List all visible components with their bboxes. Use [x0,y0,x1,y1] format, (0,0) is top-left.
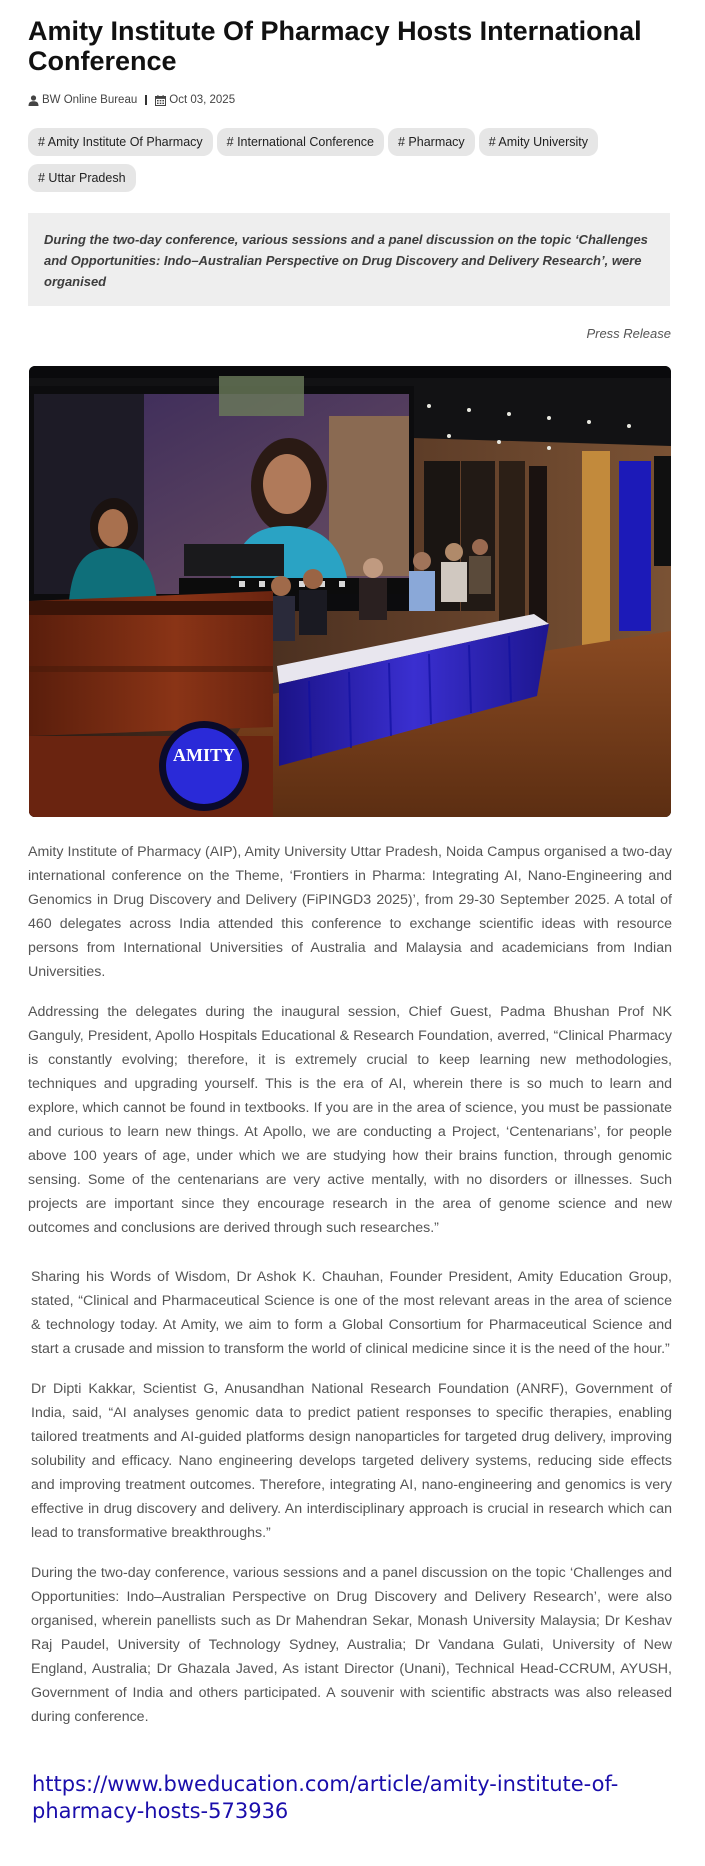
author-name[interactable]: BW Online Bureau [42,94,138,106]
tag-list [28,128,628,192]
article-paragraph: Dr Dipti Kakkar, Scientist G, Anusandhan National Research Foundation (ANRF), Government of India, said, “AI analyses genomic data to predict patient responses to specific therapies, enabling tailored treatments and AI-guided platforms design nanoparticles for targeted drug delivery, improving solubility and efficacy. Nano engineering develops targeted delivery systems, reducing side effects and improving treatment outcomes. Therefore, integrating AI, nano-engineering and genomics is very effective in drug discovery and delivery. An interdisciplinary approach is crucial in research which can lead to transformative breakthroughs.” [31,1381,672,1541]
article-summary: During the two-day conference, various sessions and a panel discussion on the topic ‘Challenges and Opportunities: Indo–Australian Perspective on Drug Discovery and Delivery Research’, were organised [28,213,670,306]
user-icon [28,95,39,106]
source-url-link[interactable]: https://www.bweducation.com/article/amity-institute-of-pharmacy-hosts-573936 [32,1772,619,1823]
article-body [28,840,672,1745]
tag-uttar-pradesh[interactable]: # Uttar Pradesh [28,164,136,192]
tag-pharmacy[interactable]: # Pharmacy [388,128,475,156]
conference-photo [29,366,671,817]
press-release-label: Press Release [586,326,671,341]
article-title: Amity Institute Of Pharmacy Hosts International Conference [28,16,642,76]
article-paragraph: Addressing the delegates during the inaugural session, Chief Guest, Padma Bhushan Prof NK Ganguly, President, Apollo Hospitals Educational & Research Foundation, averred, “Clinical Pharmacy is constantly evolving; therefore, it is extremely crucial to keep learning new methodologies, techniques and upgrading yourself. This is the era of AI, wherein there is so much to learn and explore, which cannot be found in textbooks. If you are in the area of science, you must be passionate and curious to learn new things. At Apollo, we are conducting a Project, ‘Centenarians’, for people above 100 years of age, under which we are studying how their brains function, through genomic sensing. Some of the centenarians are very active mentally, with no disorders or illnesses. Such projects are important since they encourage research in the area of genome science and new outcomes and conclusions are derived through such researches.” [28,1004,672,1236]
tag-international-conference[interactable]: # International Conference [217,128,384,156]
article-paragraph: During the two-day conference, various sessions and a panel discussion on the topic ‘Challenges and Opportunities: Indo–Australian Perspective on Drug Discovery and Delivery Research’, were also organised, wherein panellists such as Dr Mahendran Sekar, Monash University Malaysia; Dr Keshav Raj Paudel, University of Technology Sydney, Australia; Dr Vandana Gulati, University of New England, Australia; Dr Ghazala Javed, As istant Director (Unani), Technical Head-CCRUM, AYUSH, Government of India and others participated. A souvenir with scientific abstracts was also released during conference. [31,1565,672,1725]
podium-logo-text: AMITY [173,745,235,765]
meta-divider [145,95,147,105]
tag-amity-institute-of-pharmacy[interactable]: # Amity Institute Of Pharmacy [28,128,213,156]
publish-date: Oct 03, 2025 [169,94,236,106]
tag-amity-university[interactable]: # Amity University [479,128,598,156]
article-meta [28,92,235,108]
calendar-icon [155,95,166,106]
article-paragraph: Sharing his Words of Wisdom, Dr Ashok K. Chauhan, Founder President, Amity Education Group, stated, “Clinical and Pharmaceutical Science is one of the most relevant areas in the area of science & technology today. At Amity, we aim to form a Global Consortium for Pharmaceutical Science and start a crusade and mission to transform the world of clinical medicine since it is the need of the hour.” [31,1269,672,1357]
article-paragraph: Amity Institute of Pharmacy (AIP), Amity University Uttar Pradesh, Noida Campus organised a two-day international conference on the Theme, ‘Frontiers in Pharma: Integrating AI, Nano-Engineering and Genomics in Drug Discovery and Delivery (FiPINGD3 2025)’, from 29-30 September 2025. A total of 460 delegates across India attended this conference to exchange scientific ideas with resource persons from International Universities of Australia and Malaysia and academicians from Indian Universities. [28,844,672,980]
